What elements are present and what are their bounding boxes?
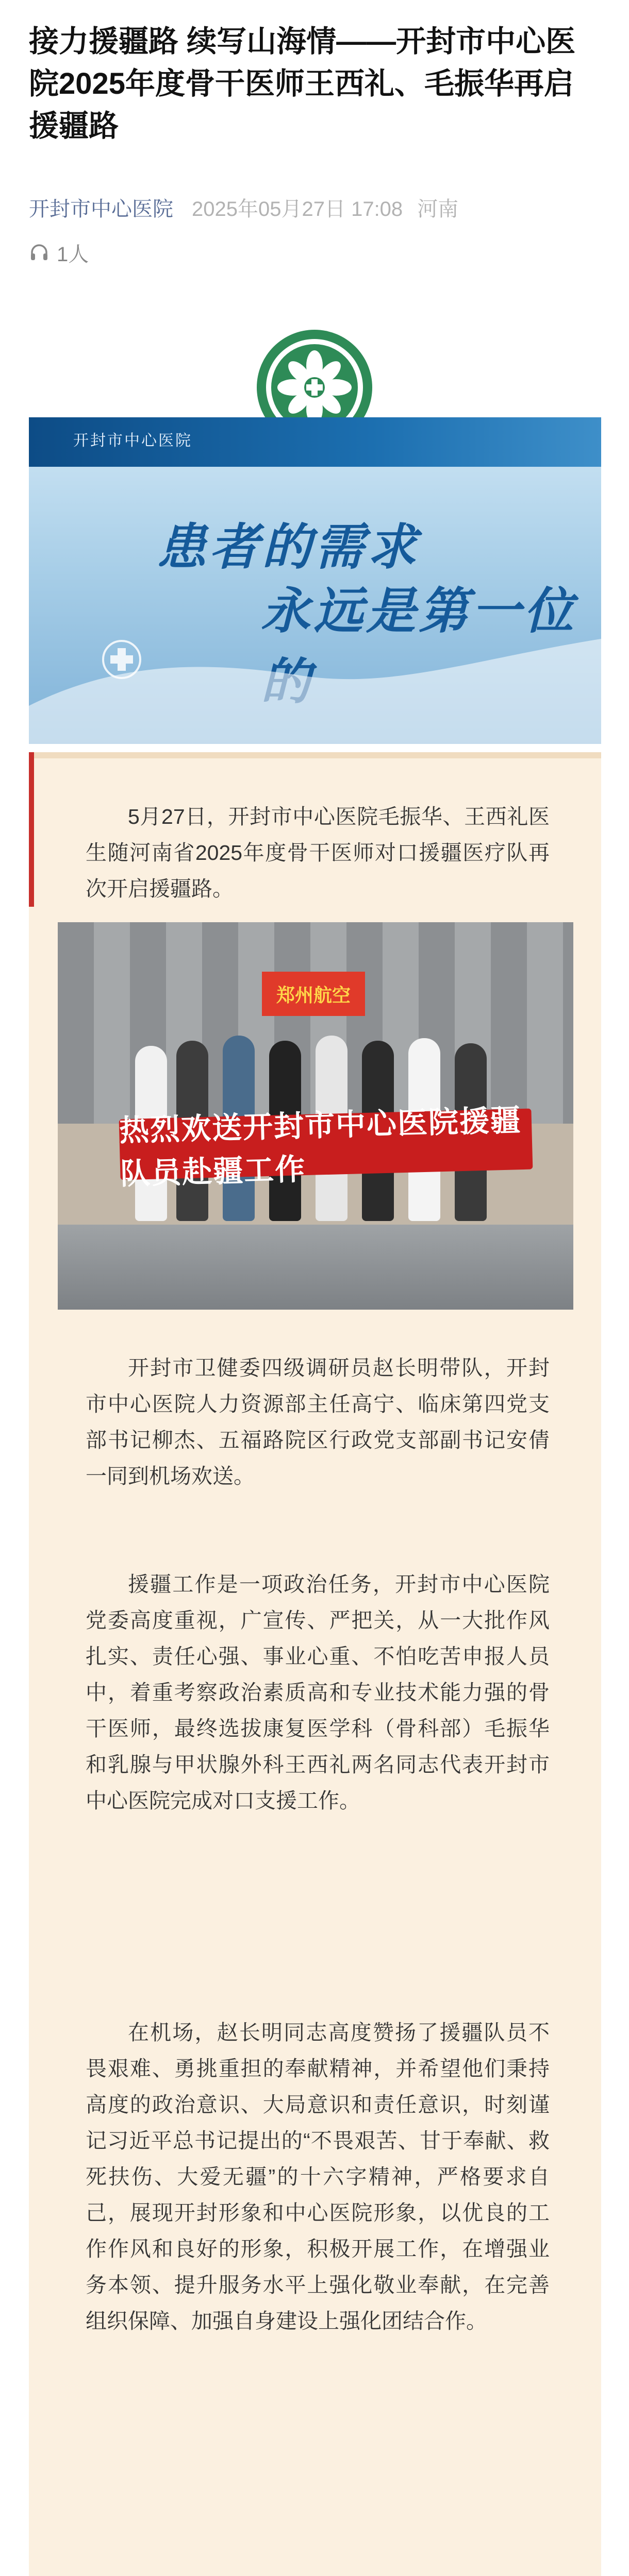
publish-time: 2025年05月27日 17:08 <box>192 197 403 221</box>
publish-location: 河南 <box>417 197 459 221</box>
article-body <box>29 752 601 2576</box>
farewell-banner-1: 热烈欢送开封市中心医院援疆队员赴疆工作 <box>119 1109 533 1180</box>
article-title: 接力援疆路 续写山海情——开封市中心医院2025年度骨干医师王西礼、毛振华再启援疆路 <box>29 25 576 143</box>
account-name-link[interactable]: 开封市中心医院 <box>29 197 173 221</box>
paragraph-1: 5月27日，开封市中心医院毛振华、王西礼医生随河南省2025年度骨干医师对口援疆医疗队再次开启援疆路。 <box>86 805 550 901</box>
airport-sign: 郑州航空 <box>262 972 365 1016</box>
headphones-icon <box>29 242 49 263</box>
banner-brand: 开封市中心医院 <box>73 432 192 449</box>
paragraph-3: 援疆工作是一项政治任务，开封市中心医院党委高度重视，广宣传、严把关，从一大批作风扎实、责任心强、事业心重、不怕吃苦申报人员中，着重考察政治素质高和专业技术能力强的骨干医师，最终选拔康复医学科（骨科部）毛振华和乳腺与甲状腺外科王西礼两名同志代表开封市中心医院完成对口支援工作。 <box>86 1572 550 1812</box>
photo-farewell-1 <box>58 922 573 1310</box>
article-meta <box>29 192 601 223</box>
medical-hand-graphic <box>29 417 601 744</box>
banner-slogan-line1: 患者的需求 <box>157 520 420 575</box>
listen-indicator[interactable] <box>29 238 89 267</box>
card-top-border <box>29 752 601 758</box>
listen-count: 1人 <box>57 243 89 266</box>
banner-slogan-line2: 永远是第一位 <box>261 584 576 639</box>
card-accent-bar <box>29 752 34 907</box>
hero-banner <box>29 417 601 744</box>
paragraph-4: 在机场，赵长明同志高度赞扬了援疆队员不畏艰难、勇挑重担的奉献精神，并希望他们秉持高度的政治意识、大局意识和责任意识，时刻谨记习近平总书记提出的“不畏艰苦、甘于奉献、救死扶伤、大爱无疆”的十六字精神，严格要求自己，展现开封形象和中心医院形象，以优良的工作作风和良好的形象，积极开展工作，在增强业务本领、提升服务水平上强化敬业奉献，在完善组织保障、加强自身建设上强化团结合作。 <box>86 2021 550 2333</box>
paragraph-2: 开封市卫健委四级调研员赵长明带队，开封市中心医院人力资源部主任高宁、临床第四党支部书记柳杰、五福路院区行政党支部副书记安倩一同到机场欢送。 <box>86 1356 550 1488</box>
